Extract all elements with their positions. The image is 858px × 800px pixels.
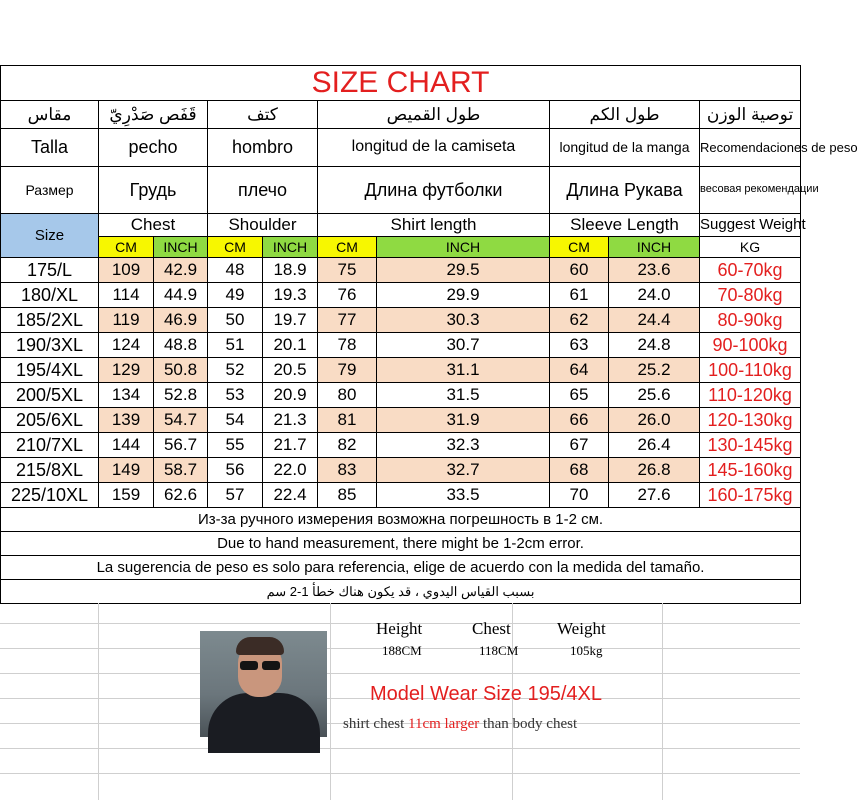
size-chart-table	[0, 65, 858, 604]
row-length-cm: 79	[318, 358, 377, 383]
table-row	[1, 483, 801, 508]
table-row	[1, 458, 801, 483]
row-sleeve-inch: 26.4	[609, 433, 700, 458]
row-sleeve-inch: 25.6	[609, 383, 700, 408]
row-size: 185/2XL	[1, 308, 99, 333]
row-length-cm: 83	[318, 458, 377, 483]
model-note-highlight: 11cm larger	[408, 716, 480, 732]
model-weight-value: 105kg	[570, 643, 603, 658]
row-sleeve-cm: 68	[550, 458, 609, 483]
header-ar-chest: قَفَص صَدْرِيّ	[99, 101, 208, 129]
row-length-cm: 81	[318, 408, 377, 433]
row-weight: 145-160kg	[700, 458, 801, 483]
row-sleeve-cm: 66	[550, 408, 609, 433]
row-chest-cm: 109	[99, 258, 154, 283]
row-sleeve-cm: 67	[550, 433, 609, 458]
row-length-inch: 31.1	[377, 358, 550, 383]
row-shoulder-inch: 22.0	[263, 458, 318, 483]
header-es-shoulder: hombro	[208, 129, 318, 167]
row-size: 200/5XL	[1, 383, 99, 408]
chart-title: SIZE CHART	[1, 66, 801, 101]
header-ru-shoulder: плечо	[208, 167, 318, 214]
row-size: 180/XL	[1, 283, 99, 308]
row-sleeve-cm: 60	[550, 258, 609, 283]
row-shoulder-inch: 19.7	[263, 308, 318, 333]
row-shoulder-inch: 18.9	[263, 258, 318, 283]
size-rows	[1, 258, 801, 508]
model-fit-note	[343, 716, 577, 733]
model-chest-label: Chest	[472, 619, 511, 638]
row-shoulder-inch: 20.5	[263, 358, 318, 383]
row-shoulder-inch: 20.1	[263, 333, 318, 358]
header-sleeve-length: Sleeve Length	[550, 214, 700, 237]
model-weight-label: Weight	[557, 619, 606, 638]
header-ar-shirt-length: طول القميص	[318, 101, 550, 129]
row-chest-inch: 52.8	[154, 383, 208, 408]
header-ru-sleeve-length: Длина Рукава	[550, 167, 700, 214]
row-weight: 110-120kg	[700, 383, 801, 408]
row-length-inch: 32.7	[377, 458, 550, 483]
table-row	[1, 308, 801, 333]
model-height-label: Height	[376, 619, 423, 638]
row-chest-inch: 48.8	[154, 333, 208, 358]
row-weight: 160-175kg	[700, 483, 801, 508]
row-chest-cm: 124	[99, 333, 154, 358]
model-photo	[200, 631, 327, 737]
header-es-weight: Recomendaciones de peso	[700, 129, 801, 167]
row-length-cm: 76	[318, 283, 377, 308]
row-chest-cm: 119	[99, 308, 154, 333]
table-row	[1, 383, 801, 408]
note-es: La sugerencia de peso es solo para referencia, elige de acuerdo con la medida del tamaño.	[1, 556, 801, 580]
row-length-inch: 30.7	[377, 333, 550, 358]
row-size: 225/10XL	[1, 483, 99, 508]
header-suggest-weight: Suggest Weight	[700, 214, 801, 237]
row-length-inch: 31.5	[377, 383, 550, 408]
row-length-cm: 82	[318, 433, 377, 458]
row-sleeve-cm: 65	[550, 383, 609, 408]
header-ar-weight: توصية الوزن	[700, 101, 801, 129]
row-sleeve-inch: 27.6	[609, 483, 700, 508]
unit-length-cm: CM	[318, 237, 377, 258]
row-shoulder-cm: 57	[208, 483, 263, 508]
row-length-inch: 30.3	[377, 308, 550, 333]
row-length-inch: 31.9	[377, 408, 550, 433]
row-chest-inch: 46.9	[154, 308, 208, 333]
header-ar-sleeve-length: طول الكم	[550, 101, 700, 129]
row-weight: 130-145kg	[700, 433, 801, 458]
row-length-inch: 29.5	[377, 258, 550, 283]
row-shoulder-cm: 51	[208, 333, 263, 358]
header-chest: Chest	[99, 214, 208, 237]
model-note-pre: shirt chest	[343, 716, 408, 732]
table-row	[1, 408, 801, 433]
header-ar-shoulder: كتف	[208, 101, 318, 129]
header-es-size: Talla	[1, 129, 99, 167]
row-size: 205/6XL	[1, 408, 99, 433]
row-length-inch: 29.9	[377, 283, 550, 308]
header-es-chest: pecho	[99, 129, 208, 167]
row-chest-inch: 44.9	[154, 283, 208, 308]
row-shoulder-inch: 20.9	[263, 383, 318, 408]
model-wear-size: Model Wear Size 195/4XL	[370, 683, 602, 705]
unit-chest-inch: INCH	[154, 237, 208, 258]
row-size: 210/7XL	[1, 433, 99, 458]
row-length-cm: 77	[318, 308, 377, 333]
header-ru-shirt-length: Длина футболки	[318, 167, 550, 214]
row-chest-cm: 139	[99, 408, 154, 433]
row-length-inch: 32.3	[377, 433, 550, 458]
row-chest-inch: 58.7	[154, 458, 208, 483]
row-length-inch: 33.5	[377, 483, 550, 508]
row-sleeve-inch: 26.0	[609, 408, 700, 433]
row-chest-cm: 149	[99, 458, 154, 483]
row-size: 195/4XL	[1, 358, 99, 383]
unit-sleeve-inch: INCH	[609, 237, 700, 258]
row-shoulder-cm: 55	[208, 433, 263, 458]
row-shoulder-inch: 19.3	[263, 283, 318, 308]
unit-shoulder-inch: INCH	[263, 237, 318, 258]
row-size: 215/8XL	[1, 458, 99, 483]
header-shoulder: Shoulder	[208, 214, 318, 237]
row-sleeve-inch: 25.2	[609, 358, 700, 383]
row-size: 175/L	[1, 258, 99, 283]
unit-chest-cm: CM	[99, 237, 154, 258]
note-ar: بسبب القياس اليدوي ، قد يكون هناك خطأ 1-2 سم	[1, 580, 801, 604]
row-weight: 60-70kg	[700, 258, 801, 283]
table-row	[1, 283, 801, 308]
row-sleeve-cm: 61	[550, 283, 609, 308]
row-length-cm: 80	[318, 383, 377, 408]
table-row	[1, 333, 801, 358]
header-es-sleeve-length: longitud de la manga	[550, 129, 700, 167]
row-length-cm: 75	[318, 258, 377, 283]
row-shoulder-cm: 50	[208, 308, 263, 333]
unit-length-inch: INCH	[377, 237, 550, 258]
row-shoulder-inch: 21.3	[263, 408, 318, 433]
header-ru-size: Размер	[1, 167, 99, 214]
row-length-cm: 85	[318, 483, 377, 508]
row-weight: 100-110kg	[700, 358, 801, 383]
note-en: Due to hand measurement, there might be 1-2cm error.	[1, 532, 801, 556]
row-sleeve-cm: 62	[550, 308, 609, 333]
model-section	[0, 603, 800, 800]
header-es-shirt-length: longitud de la camiseta	[318, 129, 550, 167]
row-chest-inch: 54.7	[154, 408, 208, 433]
note-ru: Из-за ручного измерения возможна погрешность в 1-2 см.	[1, 508, 801, 532]
header-ar-size: مقاس	[1, 101, 99, 129]
model-note-post: than body chest	[479, 716, 578, 732]
row-weight: 90-100kg	[700, 333, 801, 358]
row-sleeve-cm: 70	[550, 483, 609, 508]
row-chest-cm: 129	[99, 358, 154, 383]
row-chest-cm: 144	[99, 433, 154, 458]
row-chest-cm: 134	[99, 383, 154, 408]
row-chest-inch: 56.7	[154, 433, 208, 458]
row-chest-inch: 42.9	[154, 258, 208, 283]
row-shoulder-cm: 53	[208, 383, 263, 408]
row-chest-cm: 114	[99, 283, 154, 308]
row-chest-cm: 159	[99, 483, 154, 508]
header-size: Size	[1, 214, 99, 258]
row-sleeve-cm: 64	[550, 358, 609, 383]
row-shoulder-inch: 22.4	[263, 483, 318, 508]
row-sleeve-inch: 24.0	[609, 283, 700, 308]
row-sleeve-inch: 24.8	[609, 333, 700, 358]
row-sleeve-inch: 23.6	[609, 258, 700, 283]
row-length-cm: 78	[318, 333, 377, 358]
row-weight: 120-130kg	[700, 408, 801, 433]
unit-sleeve-cm: CM	[550, 237, 609, 258]
table-row	[1, 358, 801, 383]
row-shoulder-inch: 21.7	[263, 433, 318, 458]
row-shoulder-cm: 48	[208, 258, 263, 283]
header-ru-chest: Грудь	[99, 167, 208, 214]
row-shoulder-cm: 54	[208, 408, 263, 433]
row-shoulder-cm: 49	[208, 283, 263, 308]
model-height-value: 188CM	[382, 643, 422, 658]
table-row	[1, 433, 801, 458]
header-ru-weight: весовая рекомендации	[700, 167, 801, 214]
row-shoulder-cm: 52	[208, 358, 263, 383]
row-size: 190/3XL	[1, 333, 99, 358]
row-shoulder-cm: 56	[208, 458, 263, 483]
row-sleeve-cm: 63	[550, 333, 609, 358]
table-row	[1, 258, 801, 283]
row-sleeve-inch: 26.8	[609, 458, 700, 483]
row-weight: 80-90kg	[700, 308, 801, 333]
row-sleeve-inch: 24.4	[609, 308, 700, 333]
row-chest-inch: 50.8	[154, 358, 208, 383]
row-chest-inch: 62.6	[154, 483, 208, 508]
model-chest-value: 118CM	[479, 643, 519, 658]
row-weight: 70-80kg	[700, 283, 801, 308]
header-shirt-length: Shirt length	[318, 214, 550, 237]
unit-weight-kg: KG	[700, 237, 801, 258]
unit-shoulder-cm: CM	[208, 237, 263, 258]
